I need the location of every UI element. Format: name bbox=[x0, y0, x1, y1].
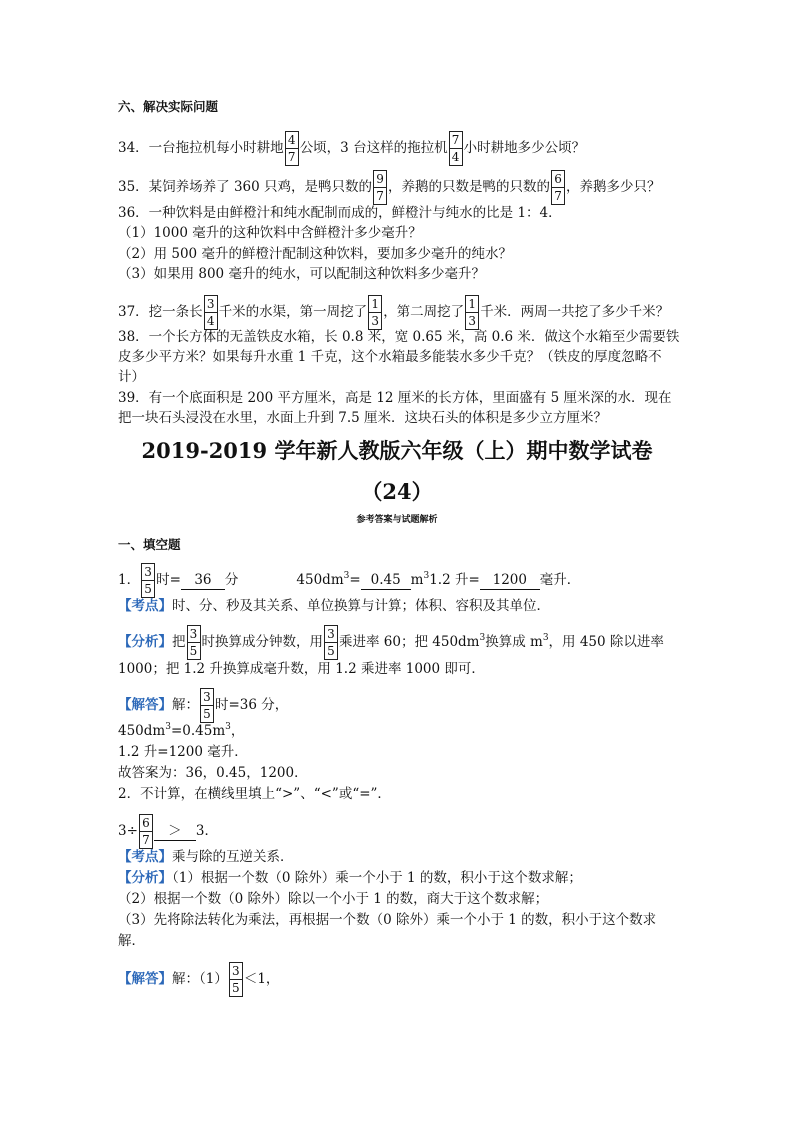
fenxi-1-line-2: 1000；把 1.2 升换算成毫升数，用 1.2 乘进率 1000 即可． bbox=[118, 661, 485, 677]
numerator: 3 bbox=[201, 689, 213, 706]
fraction bbox=[373, 170, 387, 205]
exam-subtitle: 参考答案与试题解析 bbox=[356, 515, 438, 525]
section-heading: 六、解决实际问题 bbox=[118, 99, 219, 114]
text: 毫升． bbox=[539, 572, 581, 588]
text: ， bbox=[230, 723, 245, 739]
text: 乘与除的互逆关系． bbox=[172, 849, 294, 865]
jieda-1-line-3: 1.2 升=1200 毫升． bbox=[118, 744, 248, 760]
text: 乘进率 60；把 450dm bbox=[339, 634, 480, 650]
fraction bbox=[229, 962, 243, 997]
numerator: 3 bbox=[188, 626, 200, 643]
jieda-1-line-4: 故答案为：36，0.45，1200． bbox=[118, 765, 308, 781]
superscript: 3 bbox=[165, 722, 171, 732]
text: 解：（1） bbox=[172, 971, 228, 987]
question-36: 36．一种饮料是由鲜橙汁和纯水配制而成的，鲜橙汁与纯水的比是 1：4． bbox=[118, 205, 562, 221]
text: 3． bbox=[195, 823, 218, 839]
question-36-part-1: （1）1000 毫升的这种饮料中含鲜橙汁多少毫升？ bbox=[118, 225, 422, 241]
denominator: 5 bbox=[144, 582, 152, 596]
numerator: 3 bbox=[230, 963, 242, 980]
denominator: 5 bbox=[203, 707, 211, 721]
answer-blank: ＞ bbox=[154, 822, 196, 841]
label: 【解答】 bbox=[118, 697, 172, 713]
text: 时= bbox=[156, 572, 181, 588]
denominator: 4 bbox=[451, 150, 460, 164]
fraction bbox=[465, 295, 479, 330]
fenxi-2 bbox=[118, 869, 582, 887]
text: ＜1， bbox=[243, 971, 280, 987]
label: 【考点】 bbox=[118, 598, 172, 614]
text: 35．某饲养场养了 360 只鸡，是鸭只数的 bbox=[118, 179, 373, 195]
question-38-line-1: 38．一个长方体的无盖铁皮水箱，长 0.8 米，宽 0.65 米，高 0.6 米．做这个水箱至少需要铁 bbox=[118, 329, 680, 345]
question-36-part-3: （3）如果用 800 毫升的纯水，可以配制这种饮料多少毫升？ bbox=[118, 266, 485, 282]
superscript: 3 bbox=[542, 633, 549, 643]
exam-title-number: （24） bbox=[361, 479, 433, 504]
question-2: 2．不计算，在横线里填上“>”、“<”或“=”． bbox=[118, 786, 391, 802]
superscript: 3 bbox=[343, 571, 350, 581]
fenxi-1 bbox=[118, 625, 664, 660]
text: （1）根据一个数（0 除外）乘一个小于 1 的数，积小于这个数求解； bbox=[172, 870, 582, 886]
text: =0.45m bbox=[170, 723, 226, 739]
text: 时换算成分钟数，用 bbox=[201, 634, 323, 650]
label: 【分析】 bbox=[118, 870, 172, 886]
question-1 bbox=[118, 563, 580, 598]
answer-blank: 1200 bbox=[480, 571, 540, 590]
fraction bbox=[368, 295, 382, 330]
text: 时=36 分， bbox=[215, 697, 289, 713]
text: 1.2 升= bbox=[429, 572, 480, 588]
question-36-part-2: （2）用 500 毫升的鲜橙汁配制这种饮料，要加多少毫升的纯水？ bbox=[118, 246, 512, 262]
kaodian-1 bbox=[118, 597, 550, 615]
question-2-expression bbox=[118, 814, 218, 849]
question-39-line-1: 39．有一个底面积是 200 平方厘米，高是 12 厘米的长方体，里面盛有 5 厘米深的水．现在 bbox=[118, 390, 672, 406]
text: 小时耕地多少公顷？ bbox=[463, 140, 586, 156]
denominator: 5 bbox=[232, 981, 240, 995]
numerator: 9 bbox=[374, 171, 386, 188]
answer-blank: 0.45 bbox=[361, 571, 411, 590]
text: ，养鹅多少只？ bbox=[566, 179, 661, 195]
text: = bbox=[349, 572, 361, 588]
fraction bbox=[324, 625, 338, 660]
text: ，养鹅的只数是鸭的只数的 bbox=[388, 179, 551, 195]
numerator: 4 bbox=[286, 132, 298, 149]
denominator: 7 bbox=[142, 833, 150, 847]
text: ，用 450 除以进率 bbox=[548, 634, 664, 650]
numerator: 6 bbox=[140, 815, 152, 832]
denominator: 4 bbox=[206, 314, 215, 328]
superscript: 3 bbox=[225, 722, 231, 732]
section-heading: 一、填空题 bbox=[118, 537, 181, 552]
text: 公顷，3 台这样的拖拉机 bbox=[299, 140, 448, 156]
fraction bbox=[551, 170, 565, 205]
numerator: 1 bbox=[466, 296, 478, 313]
superscript: 3 bbox=[423, 571, 430, 581]
denominator: 7 bbox=[554, 189, 562, 203]
fraction bbox=[449, 131, 463, 166]
numerator: 3 bbox=[205, 296, 217, 313]
numerator: 3 bbox=[325, 626, 337, 643]
text: 450dm bbox=[296, 572, 344, 588]
text: 千米的水渠，第一周挖了 bbox=[218, 304, 368, 320]
fenxi-2-line-4: 解． bbox=[118, 933, 145, 949]
jieda-2 bbox=[118, 962, 279, 997]
text: 把 bbox=[172, 634, 186, 650]
fraction bbox=[204, 295, 218, 330]
text: 450dm bbox=[118, 723, 166, 739]
question-39-line-2: 把一块石头浸没在水里，水面上升到 7.5 厘米．这块石头的体积是多少立方厘米？ bbox=[118, 410, 608, 426]
denominator: 3 bbox=[468, 314, 476, 328]
text: 3÷ bbox=[118, 823, 138, 839]
denominator: 7 bbox=[376, 189, 384, 203]
fraction bbox=[187, 625, 201, 660]
jieda-1-line-2 bbox=[118, 722, 244, 740]
numerator: 3 bbox=[142, 564, 154, 581]
text: ，第二周挖了 bbox=[383, 304, 465, 320]
denominator: 5 bbox=[327, 644, 335, 658]
text: 34．一台拖拉机每小时耕地 bbox=[118, 140, 284, 156]
fraction bbox=[200, 688, 214, 723]
text: 千米．两周一共挖了多少千米？ bbox=[480, 304, 670, 320]
fraction bbox=[285, 131, 299, 166]
text: 分 bbox=[224, 572, 239, 588]
numerator: 6 bbox=[552, 171, 564, 188]
fenxi-2-line-2: （2）根据一个数（0 除外）除以一个小于 1 的数，商大于这个数求解； bbox=[118, 891, 549, 907]
kaodian-2 bbox=[118, 848, 294, 866]
text: 时、分、秒及其关系、单位换算与计算；体积、容积及其单位． bbox=[172, 598, 550, 614]
question-38-line-3: 计） bbox=[118, 369, 145, 385]
question-38-line-2: 皮多少平方米？如果每升水重 1 千克，这个水箱最多能装水多少千克？（铁皮的厚度忽略不 bbox=[118, 349, 662, 365]
superscript: 3 bbox=[479, 633, 486, 643]
numerator: 7 bbox=[450, 132, 462, 149]
text: m bbox=[410, 572, 424, 588]
fraction bbox=[141, 563, 155, 598]
question-37 bbox=[118, 295, 669, 330]
denominator: 7 bbox=[287, 150, 296, 164]
exam-title: 2019-2019 学年新人教版六年级（上）期中数学试卷 bbox=[141, 438, 653, 463]
fraction bbox=[139, 814, 153, 849]
label: 【分析】 bbox=[118, 634, 172, 650]
text: 换算成 m bbox=[485, 634, 543, 650]
answer-blank: 36 bbox=[181, 571, 225, 590]
denominator: 3 bbox=[371, 314, 379, 328]
text: 1． bbox=[118, 572, 141, 588]
text: 37．挖一条长 bbox=[118, 304, 203, 320]
fenxi-2-line-3: （3）先将除法转化为乘法，再根据一个数（0 除外）乘一个小于 1 的数，积小于这个数求 bbox=[118, 912, 657, 928]
text: 解： bbox=[172, 697, 199, 713]
label: 【解答】 bbox=[118, 971, 172, 987]
question-35 bbox=[118, 170, 661, 205]
jieda-1 bbox=[118, 688, 288, 723]
denominator: 5 bbox=[189, 644, 198, 658]
question-34 bbox=[118, 131, 585, 166]
numerator: 1 bbox=[369, 296, 381, 313]
label: 【考点】 bbox=[118, 849, 172, 865]
